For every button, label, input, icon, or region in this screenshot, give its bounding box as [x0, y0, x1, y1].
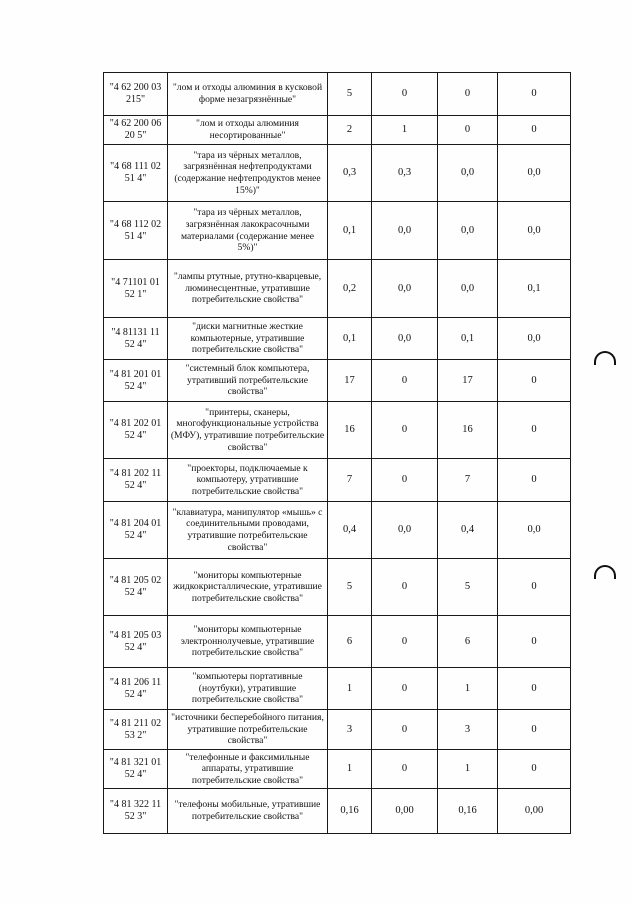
waste-name-cell: "источники бесперебойного питания, утратившие потребительские свойства" [168, 710, 328, 750]
value-cell-1: 0,3 [328, 145, 372, 202]
waste-code-cell: "4 62 200 06 20 5" [104, 116, 168, 145]
value-cell-2: 0 [372, 559, 438, 616]
waste-code-cell: "4 68 111 02 51 4" [104, 145, 168, 202]
table-row [104, 360, 571, 402]
value-cell-2: 0 [372, 710, 438, 750]
waste-code-cell: "4 81131 11 52 4" [104, 318, 168, 360]
waste-code-cell: "4 81 206 11 52 4" [104, 668, 168, 710]
value-cell-3: 0,0 [438, 202, 498, 260]
value-cell-4: 0 [498, 116, 571, 145]
table-row [104, 402, 571, 459]
value-cell-4: 0 [498, 73, 571, 116]
value-cell-3: 0,1 [438, 318, 498, 360]
value-cell-3: 1 [438, 750, 498, 789]
waste-name-cell: "клавиатура, манипулятор «мышь» с соединительными проводами, утратившие потребительские свойства" [168, 502, 328, 559]
value-cell-2: 0,00 [372, 789, 438, 834]
value-cell-1: 16 [328, 402, 372, 459]
value-cell-3: 0,4 [438, 502, 498, 559]
value-cell-4: 0,00 [498, 789, 571, 834]
value-cell-4: 0 [498, 360, 571, 402]
value-cell-1: 0,4 [328, 502, 372, 559]
waste-name-cell: "мониторы компьютерные жидкокристаллические, утратившие потребительские свойства" [168, 559, 328, 616]
value-cell-1: 5 [328, 559, 372, 616]
waste-code-cell: "4 81 205 03 52 4" [104, 616, 168, 668]
value-cell-3: 0 [438, 116, 498, 145]
value-cell-1: 7 [328, 459, 372, 502]
waste-code-cell: "4 81 211 02 53 2" [104, 710, 168, 750]
value-cell-2: 0,0 [372, 318, 438, 360]
value-cell-1: 5 [328, 73, 372, 116]
waste-table [103, 72, 571, 834]
value-cell-1: 1 [328, 750, 372, 789]
table-body [104, 73, 571, 834]
value-cell-2: 1 [372, 116, 438, 145]
value-cell-3: 6 [438, 616, 498, 668]
waste-name-cell: "лампы ртутные, ртутно-кварцевые, люминесцентные, утратившие потребительские свойства" [168, 260, 328, 318]
value-cell-2: 0 [372, 360, 438, 402]
value-cell-1: 2 [328, 116, 372, 145]
value-cell-3: 0,0 [438, 145, 498, 202]
waste-code-cell: "4 62 200 03 215" [104, 73, 168, 116]
value-cell-3: 0,16 [438, 789, 498, 834]
margin-arc-mark [594, 351, 616, 365]
value-cell-3: 0,0 [438, 260, 498, 318]
waste-name-cell: "принтеры, сканеры, многофункциональные устройства (МФУ), утратившие потребительские свойства" [168, 402, 328, 459]
value-cell-4: 0 [498, 616, 571, 668]
value-cell-1: 1 [328, 668, 372, 710]
waste-name-cell: "телефонные и факсимильные аппараты, утратившие потребительские свойства" [168, 750, 328, 789]
value-cell-3: 1 [438, 668, 498, 710]
value-cell-3: 16 [438, 402, 498, 459]
table-row [104, 318, 571, 360]
value-cell-4: 0 [498, 459, 571, 502]
value-cell-2: 0,3 [372, 145, 438, 202]
value-cell-3: 5 [438, 559, 498, 616]
value-cell-4: 0 [498, 668, 571, 710]
waste-name-cell: "системный блок компьютера, утративший потребительские свойства" [168, 360, 328, 402]
waste-name-cell: "тара из чёрных металлов, загрязнённая лакокрасочными материалами (содержание менее 5%)" [168, 202, 328, 260]
table-row [104, 668, 571, 710]
value-cell-4: 0 [498, 750, 571, 789]
value-cell-2: 0 [372, 616, 438, 668]
table-row [104, 116, 571, 145]
table-row [104, 502, 571, 559]
table-row [104, 260, 571, 318]
value-cell-3: 7 [438, 459, 498, 502]
waste-code-cell: "4 81 321 01 52 4" [104, 750, 168, 789]
waste-code-cell: "4 81 205 02 52 4" [104, 559, 168, 616]
value-cell-2: 0 [372, 402, 438, 459]
table-row [104, 459, 571, 502]
waste-code-cell: "4 81 204 01 52 4" [104, 502, 168, 559]
value-cell-1: 6 [328, 616, 372, 668]
value-cell-1: 0,16 [328, 789, 372, 834]
value-cell-2: 0,0 [372, 202, 438, 260]
table-row [104, 559, 571, 616]
waste-name-cell: "лом и отходы алюминия в кусковой форме незагрязнённые" [168, 73, 328, 116]
waste-name-cell: "мониторы компьютерные электроннолучевые, утратившие потребительские свойства" [168, 616, 328, 668]
value-cell-4: 0,1 [498, 260, 571, 318]
waste-code-cell: "4 81 202 11 52 4" [104, 459, 168, 502]
table-row [104, 616, 571, 668]
value-cell-3: 3 [438, 710, 498, 750]
value-cell-3: 17 [438, 360, 498, 402]
value-cell-2: 0,0 [372, 260, 438, 318]
waste-code-cell: "4 81 201 01 52 4" [104, 360, 168, 402]
waste-code-cell: "4 81 322 11 52 3" [104, 789, 168, 834]
waste-name-cell: "тара из чёрных металлов, загрязнённая нефтепродуктами (содержание нефтепродуктов менее 15%)" [168, 145, 328, 202]
value-cell-1: 3 [328, 710, 372, 750]
waste-code-cell: "4 81 202 01 52 4" [104, 402, 168, 459]
value-cell-4: 0,0 [498, 202, 571, 260]
table-row [104, 145, 571, 202]
waste-code-cell: "4 71101 01 52 1" [104, 260, 168, 318]
waste-name-cell: "лом и отходы алюминия несортированные" [168, 116, 328, 145]
waste-name-cell: "компьютеры портативные (ноутбуки), утратившие потребительские свойства" [168, 668, 328, 710]
value-cell-1: 0,1 [328, 202, 372, 260]
value-cell-1: 0,2 [328, 260, 372, 318]
value-cell-3: 0 [438, 73, 498, 116]
value-cell-4: 0,0 [498, 145, 571, 202]
waste-name-cell: "диски магнитные жесткие компьютерные, утратившие потребительские свойства" [168, 318, 328, 360]
value-cell-4: 0,0 [498, 318, 571, 360]
value-cell-1: 0,1 [328, 318, 372, 360]
waste-name-cell: "телефоны мобильные, утратившие потребительские свойства" [168, 789, 328, 834]
waste-code-cell: "4 68 112 02 51 4" [104, 202, 168, 260]
table-row [104, 789, 571, 834]
waste-name-cell: "проекторы, подключаемые к компьютеру, утратившие потребительские свойства" [168, 459, 328, 502]
value-cell-4: 0 [498, 402, 571, 459]
value-cell-1: 17 [328, 360, 372, 402]
value-cell-2: 0,0 [372, 502, 438, 559]
table-row [104, 73, 571, 116]
table-row [104, 710, 571, 750]
value-cell-4: 0,0 [498, 502, 571, 559]
value-cell-2: 0 [372, 73, 438, 116]
value-cell-4: 0 [498, 559, 571, 616]
value-cell-4: 0 [498, 710, 571, 750]
table-row [104, 202, 571, 260]
margin-arc-mark [594, 565, 616, 579]
table-row [104, 750, 571, 789]
value-cell-2: 0 [372, 668, 438, 710]
value-cell-2: 0 [372, 750, 438, 789]
value-cell-2: 0 [372, 459, 438, 502]
